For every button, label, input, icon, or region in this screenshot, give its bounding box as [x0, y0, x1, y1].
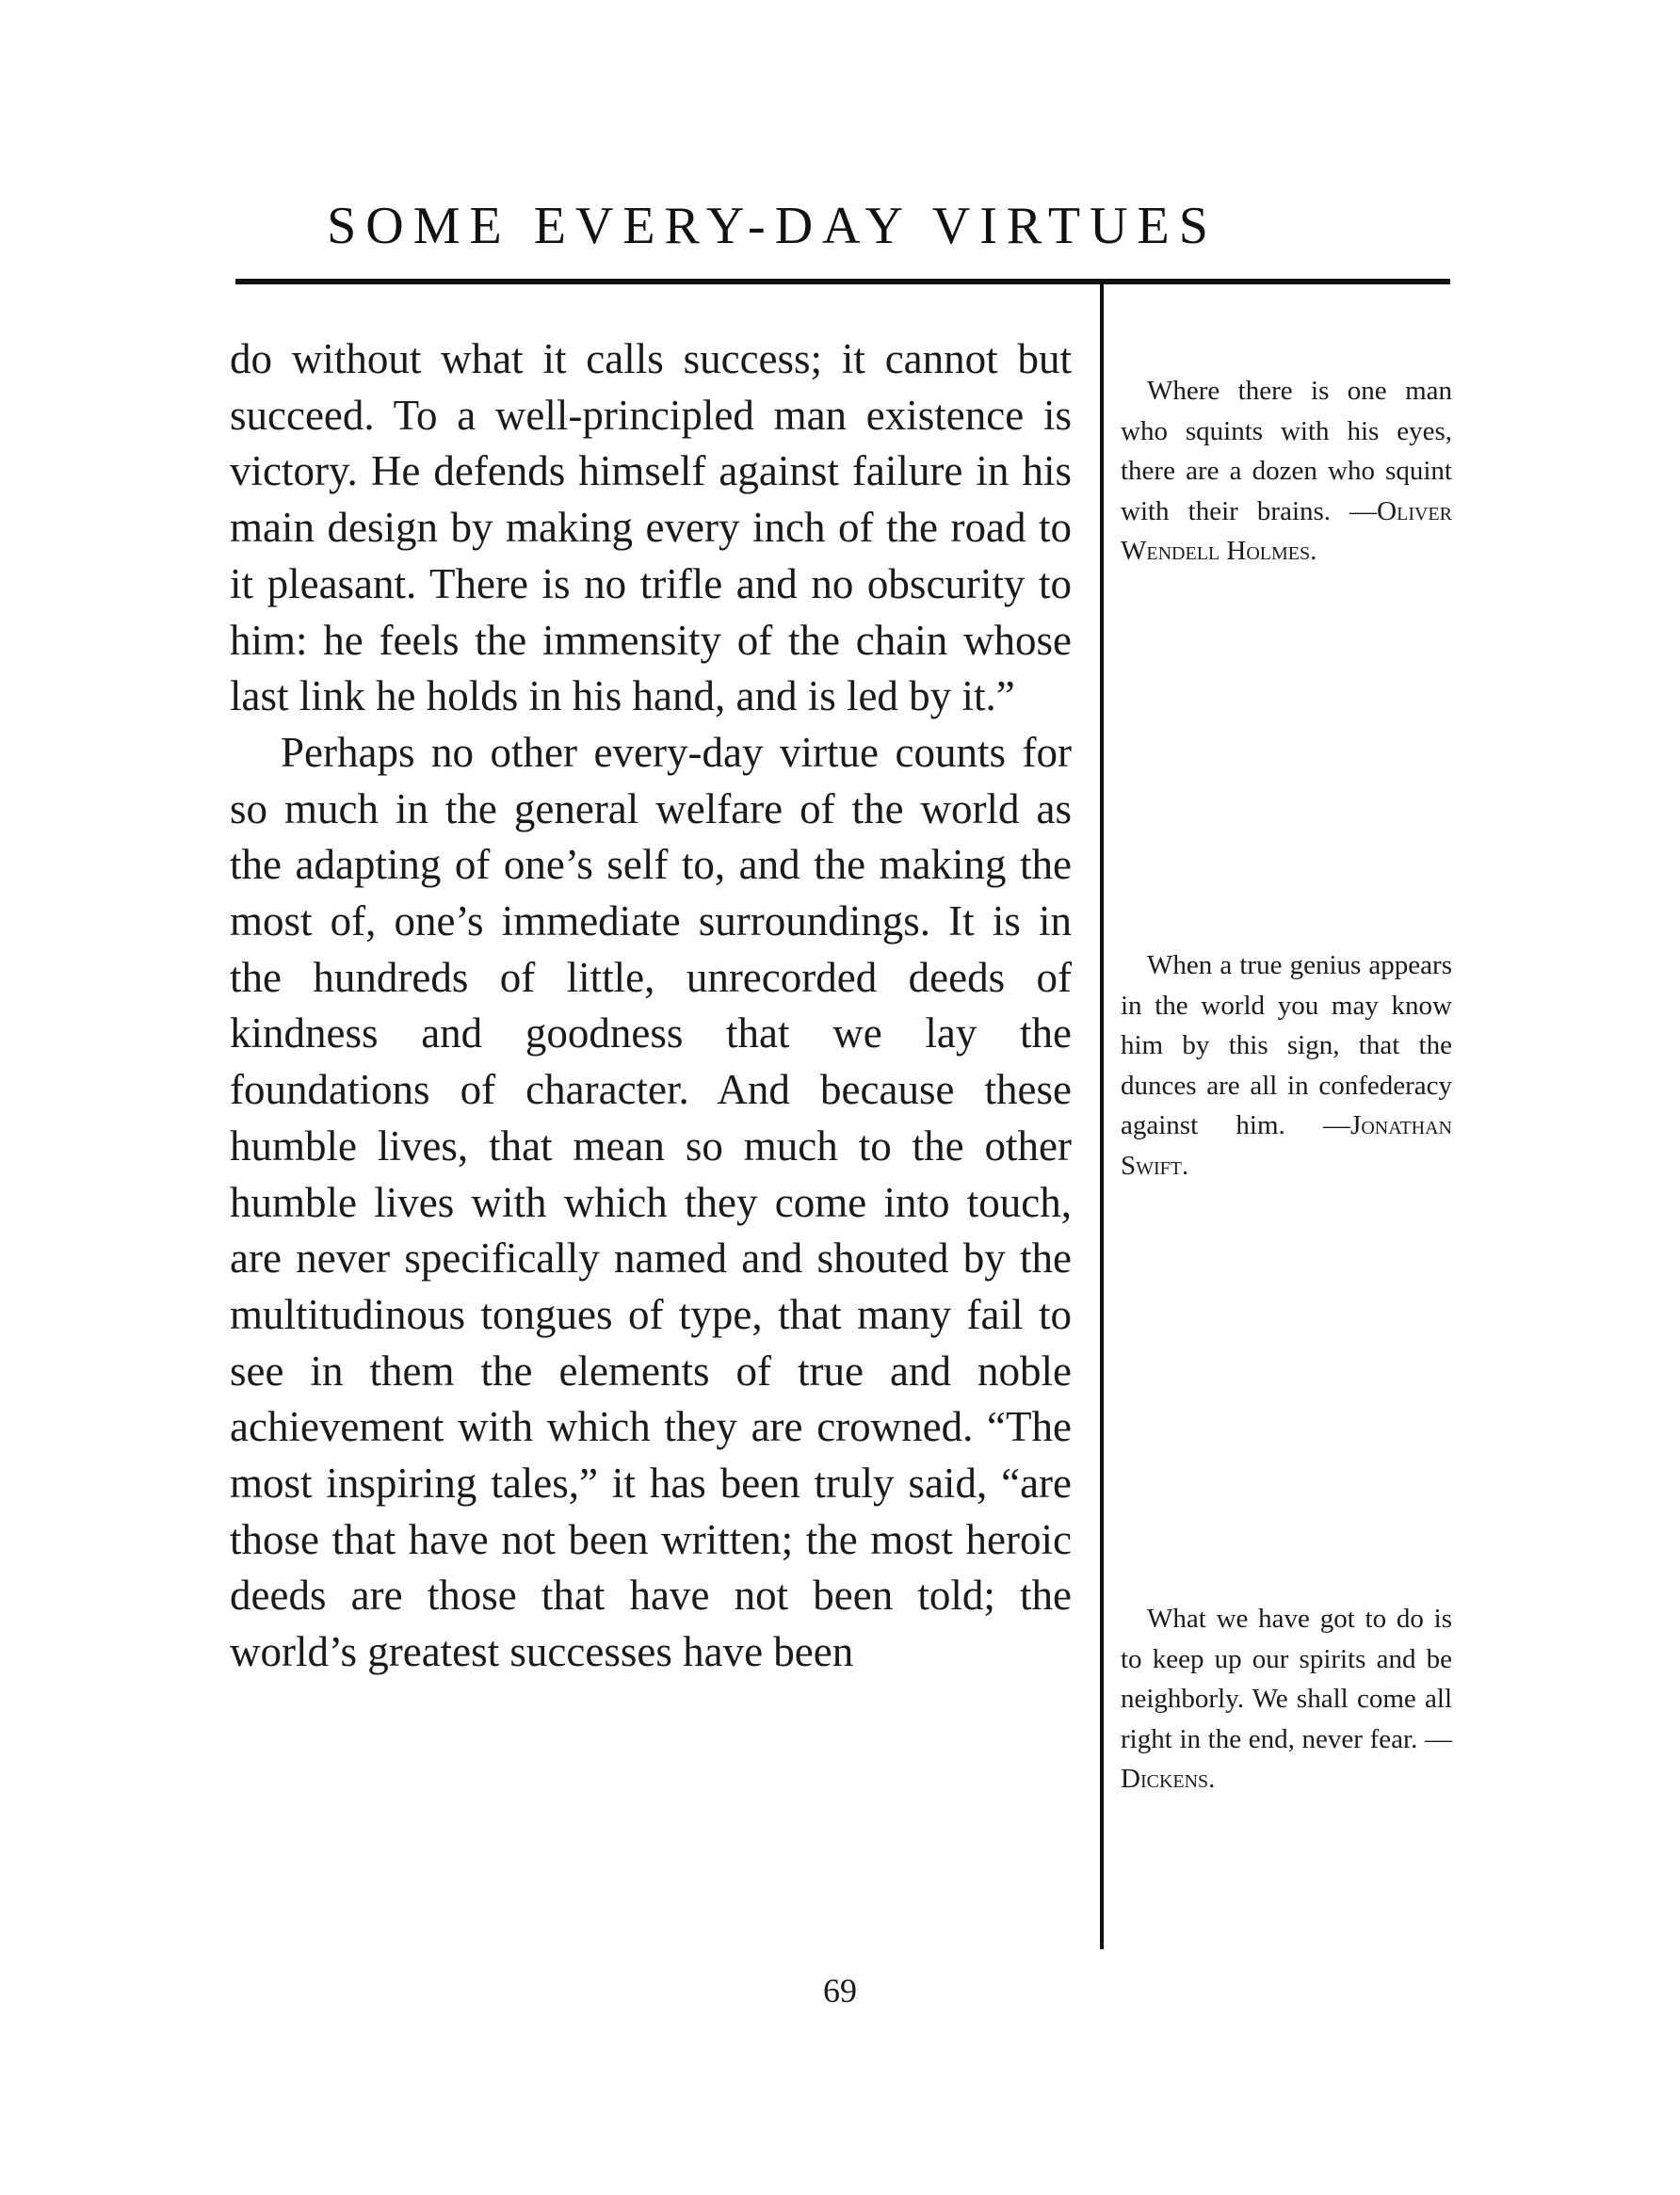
margin-quote-author: Dickens.: [1121, 1764, 1216, 1794]
column-divider: [1100, 282, 1104, 1949]
margin-quote-swift: [1121, 945, 1452, 1186]
margin-quote-author: Jonathan Swift.: [1121, 1110, 1452, 1181]
main-text-column: [230, 331, 1072, 1681]
header-rule: [235, 279, 1450, 284]
margin-quote-holmes: [1121, 371, 1452, 572]
margin-quote-dickens: [1121, 1599, 1452, 1800]
body-paragraph-continued: do without what it calls success; it cannot but succeed. To a well-principled man existence is victory. He defends himself against failure in his main design by making every inch of the road to it pleasant. There is no trifle and no obscurity to him: he feels the immensity of the chain whose last link he holds in his hand, and is led by it.”: [230, 335, 1072, 720]
page-number: 69: [823, 1972, 857, 2009]
margin-quote-text: When a true genius appears in the world you may know him by this sign, that the dunces are all in confederacy against him. —: [1121, 950, 1452, 1140]
margin-quote-text: Where there is one man who squints with his eyes, there are a dozen who squint with their brains. —: [1121, 376, 1452, 526]
margin-quote-author: Oliver Wendell Holmes.: [1121, 495, 1452, 566]
running-header: [237, 188, 1307, 264]
page-header-title: SOME EVERY-DAY VIRTUES: [327, 197, 1218, 255]
body-paragraph: Perhaps no other every-day virtue counts for so much in the general welfare of the world as the adapting of one’s self to, and the making the most of, one’s immediate surroundings. It is in the hundreds of little, unrecorded deeds of kindness and goodness that we lay the foundations of character. And because these humble lives, that mean so much to the other humble lives with which they come into touch, are never specifically named and shouted by the multitudinous tongues of type, that many fail to see in them the elements of true and noble achievement with which they are crowned. “The most inspiring tales,” it has been truly said, “are those that have not been written; the most heroic deeds are those that have not been told; the world’s greatest successes have been: [230, 728, 1072, 1676]
margin-quote-text: What we have got to do is to keep up our spirits and be neighborly. We shall come all right in the end, never fear. —: [1121, 1604, 1452, 1754]
